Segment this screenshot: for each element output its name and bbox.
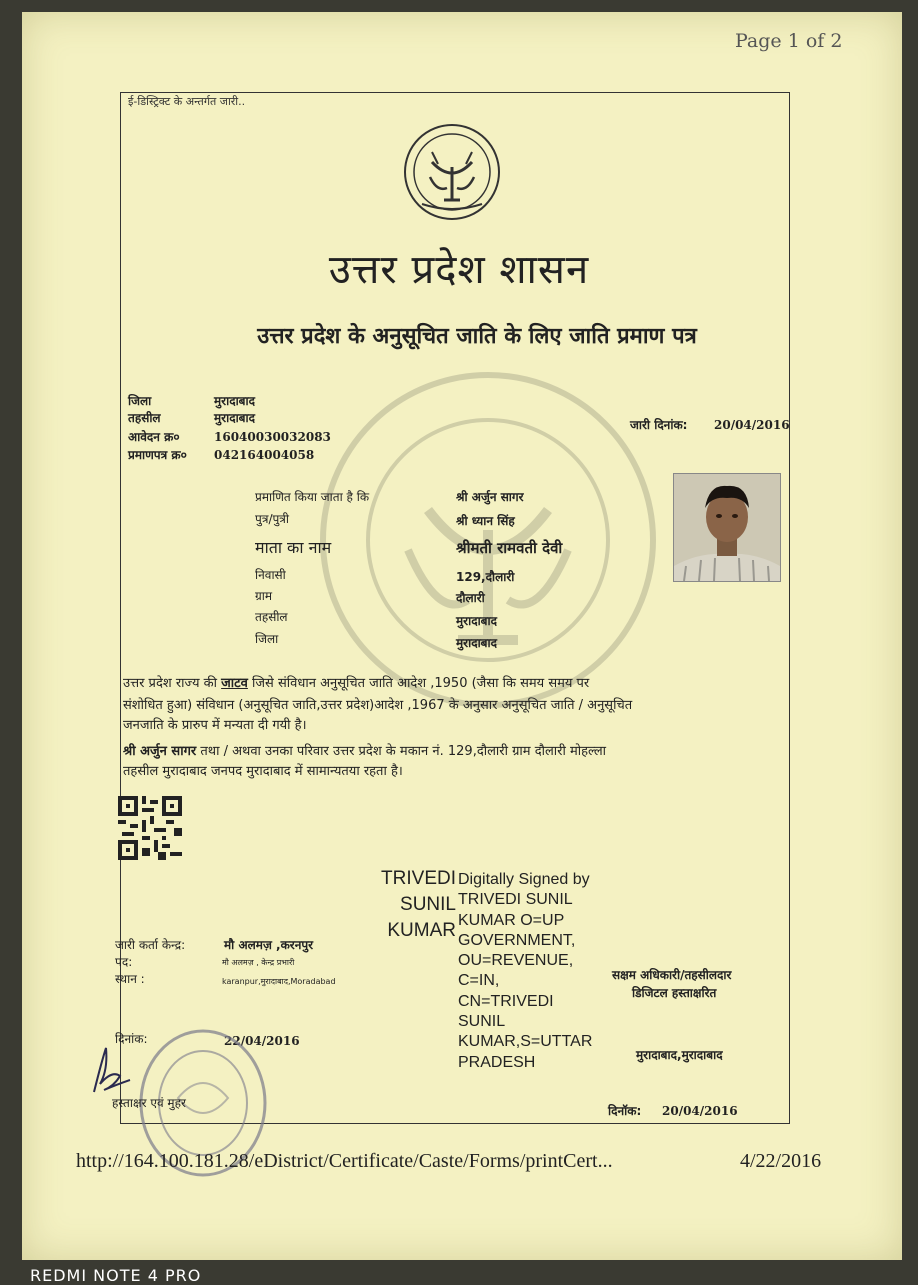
field-value-application-no: 16040030032083 [214, 430, 331, 444]
print-url: http://164.100.181.28/eDistrict/Certificate/Caste/Forms/printCert... [76, 1150, 613, 1172]
detail-label-child-of: पुत्र/पुत्री [255, 512, 290, 526]
post-value: मौ अलमज़ , केन्द्र प्रभारी [222, 958, 295, 967]
detail-value-district: मुरादाबाद [456, 636, 498, 650]
field-label-certificate-no: प्रमाणपत्र क्र० [128, 448, 187, 462]
authority-date-label: दिनॉक: [608, 1104, 642, 1118]
signer-name-line: KUMAR [387, 920, 456, 941]
caste-statement-line2: संशोधित हुआ) संविधान (अनुसूचित जाति,उत्तर प्रदेश)आदेश ,1967 के अनुसार अनुसूचित जाति / अनुसूचित [123, 698, 633, 713]
field-value-tehsil: मुरादाबाद [214, 411, 256, 425]
issued-under-note: ई-डिस्ट्रिक्ट के अन्तर्गत जारी.. [128, 95, 246, 108]
certificate-subtitle: उत्तर प्रदेश के अनुसूचित जाति के लिए जाति प्रमाण पत्र [257, 324, 697, 349]
detail-label-resident: निवासी [255, 568, 286, 582]
residence-statement-text: तथा / अथवा उनका परिवार उत्तर प्रदेश के मकान नं. 129,दौलारी ग्राम दौलारी मोहल्ला [196, 744, 607, 759]
authority-title: सक्षम अधिकारी/तहसीलदार [612, 968, 732, 982]
signer-name [368, 866, 456, 944]
authority-date-value: 20/04/2016 [662, 1104, 738, 1118]
signature-seal-label: हस्ताक्षर एवं मुहर [112, 1096, 186, 1110]
signature-line: C=IN, [458, 972, 500, 990]
detail-value-mother: श्रीमती रामवती देवी [456, 539, 563, 557]
qr-code-icon [118, 796, 182, 860]
signer-name-line: TRIVEDI [381, 868, 456, 889]
residence-statement-line1 [123, 742, 606, 762]
issue-date-value: 20/04/2016 [714, 418, 790, 432]
signature-line: SUNIL [458, 1013, 506, 1031]
detail-label-tehsil: तहसील [255, 610, 288, 624]
detail-value-resident: 129,दौलारी [456, 570, 515, 584]
field-label-district: जिला [128, 394, 152, 408]
signature-line: CN=TRIVEDI [458, 992, 554, 1010]
detail-value-father: श्री ध्यान सिंह [456, 514, 515, 528]
signature-line: KUMAR O=UP [458, 911, 565, 929]
digital-signature-text [458, 870, 628, 1073]
camera-watermark: REDMI NOTE 4 PRO [30, 1266, 202, 1285]
residence-statement-line2: तहसील मुरादाबाद जनपद मुरादाबाद में सामान्यतया रहता है। [123, 764, 403, 779]
field-value-certificate-no: 042164004058 [214, 448, 315, 462]
place-value: karanpur,मुरादाबाद,Moradabad [222, 977, 336, 986]
signature-line: TRIVEDI SUNIL [458, 891, 573, 909]
detail-label-district: जिला [255, 632, 279, 646]
issue-date-label: जारी दिनांक: [630, 418, 688, 432]
signature-line: OU=REVENUE, [458, 952, 574, 970]
up-government-emblem-icon [402, 122, 502, 226]
caste-name: जाटव [221, 676, 248, 691]
detail-value-name: श्री अर्जुन सागर [456, 490, 524, 504]
detail-value-tehsil: मुरादाबाद [456, 614, 498, 628]
print-date: 4/22/2016 [740, 1150, 822, 1172]
place-label: स्थान : [115, 972, 145, 986]
page-number: Page 1 of 2 [735, 30, 843, 52]
detail-label-certified: प्रमाणित किया जाता है कि [255, 490, 370, 504]
signer-name-line: SUNIL [400, 894, 456, 915]
field-label-application-no: आवेदन क्र० [128, 430, 180, 444]
certificate-title: उत्तर प्रदेश शासन [328, 247, 590, 293]
issuing-center-label: जारी कर्ता केन्द्र: [115, 938, 186, 952]
field-value-district: मुरादाबाद [214, 394, 256, 408]
center-date-value: 22/04/2016 [224, 1034, 300, 1048]
caste-statement-text: उत्तर प्रदेश राज्य की [123, 676, 222, 691]
caste-statement-line3: जनजाति के प्रारुप में मन्यता दी गयी है। [123, 718, 307, 733]
applicant-photo [673, 473, 781, 582]
signature-line: Digitally Signed by [458, 871, 590, 888]
post-label: पद: [115, 955, 133, 969]
field-label-tehsil: तहसील [128, 411, 161, 425]
authority-place: मुरादाबाद,मुरादाबाद [636, 1048, 723, 1062]
signature-line: GOVERNMENT, [458, 931, 576, 949]
center-date-label: दिनांक: [115, 1032, 148, 1046]
detail-label-mother: माता का नाम [255, 538, 332, 557]
signature-line: PRADESH [458, 1053, 536, 1071]
residence-name: श्री अर्जुन सागर [123, 744, 197, 759]
caste-statement-text: जिसे संविधान अनुसूचित जाति आदेश ,1950 (जैसा कि समय समय पर [247, 676, 590, 691]
detail-value-village: दौलारी [456, 591, 485, 605]
issuing-center-value: मौ अलमज़ ,करनपुर [224, 938, 314, 952]
authority-subtitle: डिजिटल हस्ताक्षरित [632, 986, 717, 1000]
detail-label-village: ग्राम [255, 589, 273, 603]
signature-line: KUMAR,S=UTTAR [458, 1033, 593, 1051]
caste-statement-line1 [123, 674, 589, 694]
